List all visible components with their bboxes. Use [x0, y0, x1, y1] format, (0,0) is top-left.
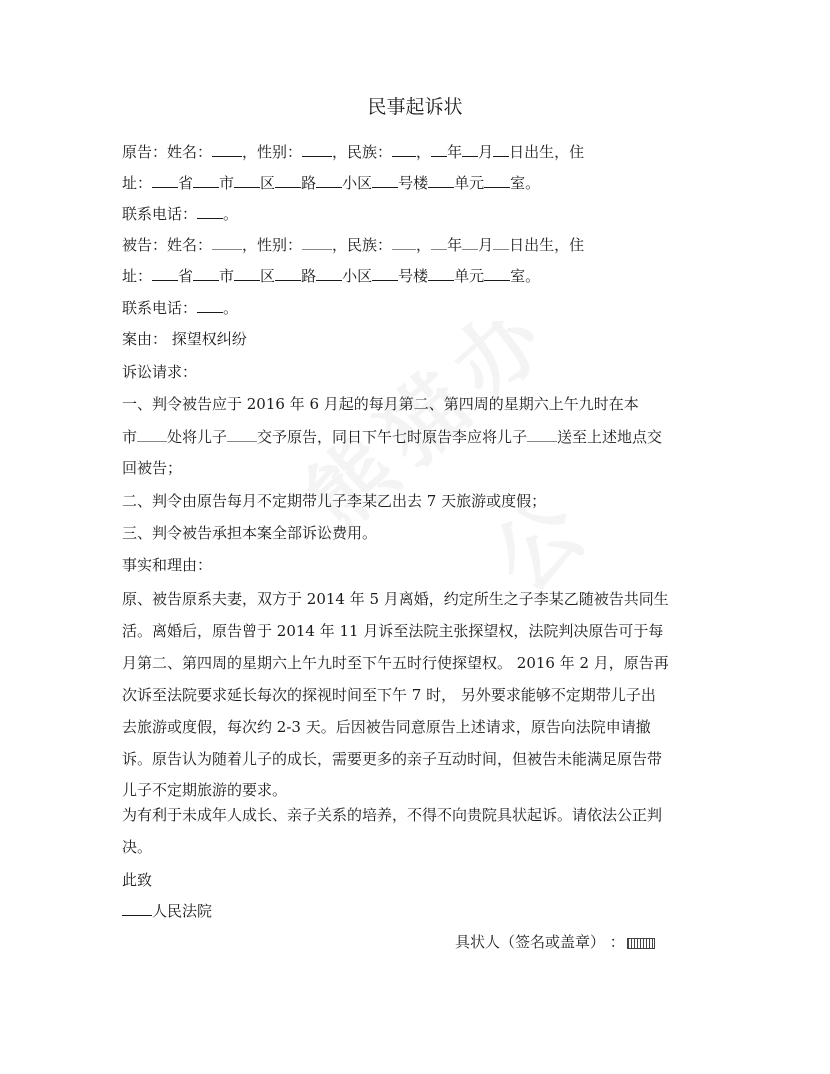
plaintiff-province-blank: [152, 171, 178, 188]
plaintiff-district-label: 区: [260, 174, 276, 192]
facts-line: 次诉至法院要求延长每次的探视时间至下午 7 时， 另外要求能够不定期带儿子出: [122, 686, 656, 704]
defendant-year-label: 年: [447, 236, 463, 254]
closing-line-1: 为有利于未成年人成长、亲子关系的培养，不得不向贵院具状起诉。请依法公正判: [122, 806, 663, 824]
defendant-road-blank: [275, 264, 301, 281]
plaintiff-year-label: 年: [447, 143, 463, 161]
defendant-info-line: [122, 233, 584, 256]
plaintiff-phone-line: [122, 202, 238, 225]
defendant-building-label: 号楼: [398, 267, 429, 285]
defendant-address-prefix: 址：: [122, 267, 153, 285]
defendant-unit-label: 单元: [454, 267, 485, 285]
claim-1-city: 市: [122, 428, 138, 446]
defendant-month-blank: [462, 233, 478, 250]
court-label: 人民法院: [152, 902, 213, 920]
claim-3: 三、判令被告承担本案全部诉讼费用。: [122, 524, 378, 542]
defendant-date-comma: ，: [416, 236, 432, 254]
facts-line: 去旅游或度假，每次约 2-3 天。后因被告同意原告上述请求，原告向法院申请撤: [122, 718, 651, 736]
plaintiff-name-blank: [212, 140, 242, 157]
court-name-blank: [122, 899, 152, 916]
plaintiff-day-blank: [493, 140, 509, 157]
claim-1-handover-text: 交予原告，同日下午七时原告李应将儿子: [257, 428, 528, 446]
defendant-gender-label: ，性别：: [242, 236, 303, 254]
defendant-phone-end: 。: [223, 299, 239, 317]
salutation: 此致: [122, 871, 153, 889]
claim-1-son-text: 处将儿子: [167, 428, 228, 446]
claim-1-line-1: 一、判令被告应于 2016 年 6 月起的每月第二、第四周的星期六上午九时在本: [122, 395, 639, 413]
plaintiff-date-comma: ，: [416, 143, 432, 161]
closing-line-2: 决。: [122, 838, 153, 856]
defendant-ethnicity-label: ，民族：: [332, 236, 393, 254]
facts-line: 原、被告原系夫妻，双方于 2014 年 5 月离婚，约定所生之子李某乙随被告共同生: [122, 590, 669, 608]
plaintiff-room-label: 室。: [510, 174, 541, 192]
plaintiff-phone-end: 。: [223, 205, 239, 223]
claim-1-return-text: 送至上述地点交: [557, 428, 663, 446]
plaintiff-city-label: 市: [219, 174, 235, 192]
plaintiff-district-blank: [234, 171, 260, 188]
facts-heading: 事实和理由：: [122, 556, 213, 574]
plaintiff-building-blank: [372, 171, 398, 188]
plaintiff-province-label: 省: [178, 174, 194, 192]
plaintiff-community-blank: [316, 171, 342, 188]
defendant-community-label: 小区: [342, 267, 373, 285]
facts-line: 诉。原告认为随着儿子的成长，需要更多的亲子互动时间，但被告未能满足原告带: [122, 750, 663, 768]
defendant-birth-label: 日出生，住: [509, 236, 585, 254]
defendant-name-blank: [212, 233, 242, 250]
plaintiff-gender-blank: [302, 140, 332, 157]
plaintiff-info-line: [122, 140, 584, 163]
defendant-road-label: 路: [301, 267, 317, 285]
plaintiff-unit-label: 单元: [454, 174, 485, 192]
facts-line: 活。离婚后，原告曾于 2014 年 11 月诉至法院主张探望权，法院判决原告可于每: [122, 622, 664, 640]
plaintiff-unit-blank: [428, 171, 454, 188]
defendant-gender-blank: [302, 233, 332, 250]
facts-line: 月第二、第四周的星期六上午九时至下午五时行使探望权。 2016 年 2 月，原告再: [122, 654, 669, 672]
defendant-year-blank: [431, 233, 447, 250]
claim-1-line-2: [122, 425, 662, 448]
defendant-province-label: 省: [178, 267, 194, 285]
plaintiff-community-label: 小区: [342, 174, 373, 192]
defendant-province-blank: [152, 264, 178, 281]
plaintiff-month-label: 月: [478, 143, 494, 161]
defendant-room-label: 室。: [510, 267, 541, 285]
defendant-phone-blank: [197, 296, 223, 313]
plaintiff-phone-blank: [197, 202, 223, 219]
plaintiff-ethnicity-label: ，民族：: [332, 143, 393, 161]
defendant-phone-label: 联系电话：: [122, 299, 198, 317]
plaintiff-name-label: 原告：姓名：: [122, 143, 213, 161]
defendant-building-blank: [372, 264, 398, 281]
plaintiff-year-blank: [431, 140, 447, 157]
claim-2: 二、判令由原告每月不定期带儿子李某乙出去 7 天旅游或度假；: [122, 492, 547, 510]
defendant-city-label: 市: [219, 267, 235, 285]
defendant-day-blank: [493, 233, 509, 250]
defendant-phone-line: [122, 296, 238, 319]
court-line: [122, 899, 212, 922]
claims-heading: 诉讼请求：: [122, 363, 198, 381]
plaintiff-building-label: 号楼: [398, 174, 429, 192]
defendant-room-blank: [484, 264, 510, 281]
case-cause: 案由： 探望权纠纷: [122, 330, 247, 348]
defendant-city-blank: [193, 264, 219, 281]
document-title: 民事起诉状: [367, 96, 463, 118]
plaintiff-address-line: [122, 171, 540, 194]
plaintiff-phone-label: 联系电话：: [122, 205, 198, 223]
plaintiff-ethnicity-blank: [392, 140, 416, 157]
plaintiff-month-blank: [462, 140, 478, 157]
signature-line: [455, 931, 655, 953]
claim-1-line-3: 回被告；: [122, 459, 183, 477]
plaintiff-road-blank: [275, 171, 301, 188]
plaintiff-address-prefix: 址：: [122, 174, 153, 192]
defendant-unit-blank: [428, 264, 454, 281]
plaintiff-gender-label: ，性别：: [242, 143, 303, 161]
signature-label: 具状人（签名或盖章） ：: [455, 933, 625, 951]
defendant-district-blank: [234, 264, 260, 281]
defendant-address-line: [122, 264, 540, 287]
plaintiff-city-blank: [193, 171, 219, 188]
defendant-month-label: 月: [478, 236, 494, 254]
plaintiff-road-label: 路: [301, 174, 317, 192]
defendant-community-blank: [316, 264, 342, 281]
defendant-ethnicity-blank: [392, 233, 416, 250]
claim-1-place-blank: [137, 425, 167, 442]
claim-1-son-blank: [227, 425, 257, 442]
plaintiff-room-blank: [484, 171, 510, 188]
defendant-district-label: 区: [260, 267, 276, 285]
signature-mark: [627, 938, 655, 949]
defendant-name-label: 被告：姓名：: [122, 236, 213, 254]
claim-1-son-blank-2: [527, 425, 557, 442]
plaintiff-birth-label: 日出生，住: [509, 143, 585, 161]
facts-line: 儿子不定期旅游的要求。: [122, 781, 288, 799]
